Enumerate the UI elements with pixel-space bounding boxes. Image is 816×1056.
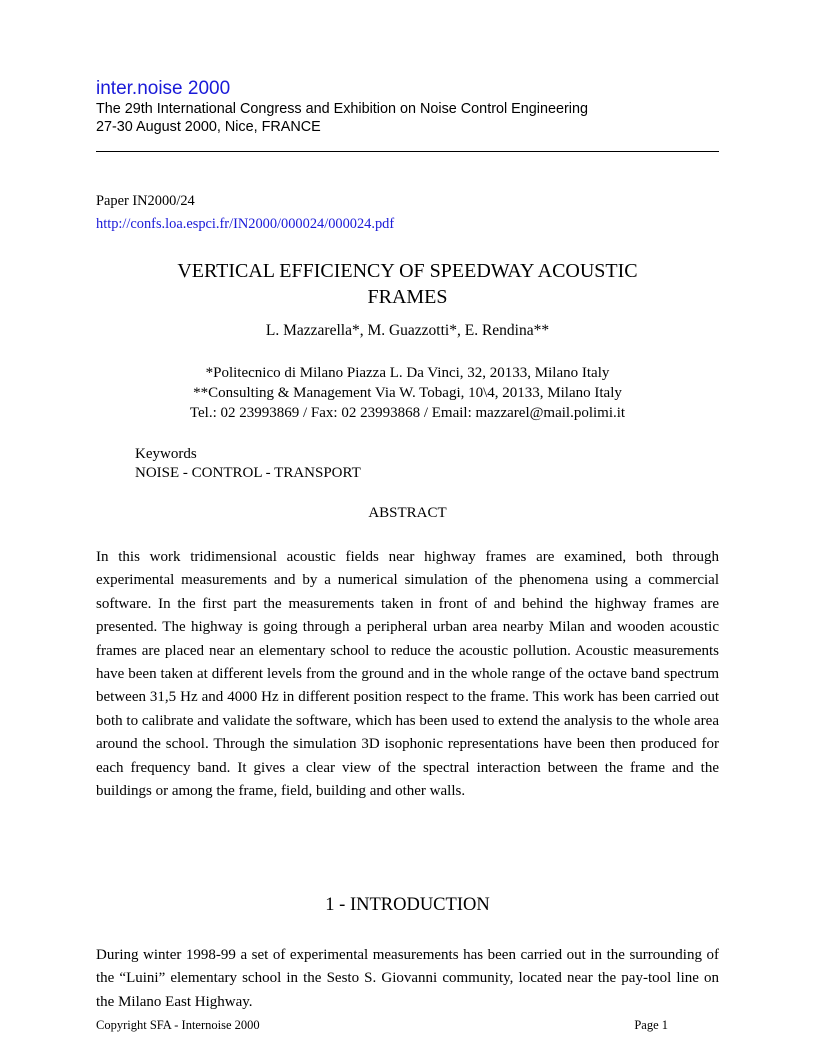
paper-authors: L. Mazzarella*, M. Guazzotti*, E. Rendina**: [265, 322, 550, 339]
section-heading-introduction: 1 - INTRODUCTION: [325, 895, 490, 915]
abstract-heading: ABSTRACT: [368, 505, 447, 521]
paper-url-link[interactable]: http://confs.loa.espci.fr/IN2000/000024/000024.pdf: [96, 216, 395, 232]
affiliation-line: *Politecnico di Milano Piazza L. Da Vinci, 32, 20133, Milano Italy: [205, 365, 610, 381]
keywords-heading: Keywords: [135, 446, 197, 462]
abstract-text: In this work tridimensional acoustic fields near highway frames are examined, both through experimental measurements and by a numerical simulation of the phenomena using a commercial software. In the first part the measurements taken in front of and behind the highway frames are presented. The highway is going through a peripheral urban area nearby Milan and wooden acoustic frames are placed near an elementary school to reduce the acoustic pollution. Acoustic measurements have been taken at different levels from the ground and in the whole range of the octave band spectrum between 31,5 Hz and 4000 Hz in different position respect to the frame. This work has been carried out both to calibrate and validate the software, which has been used to extend the analysis to the whole area around the school. Through the simulation 3D isophonic representations have been then produced for each frequency band. It gives a clear view of the spectral interaction between the frame and the buildings or among the frame, field, building and other walls.: [96, 549, 719, 800]
footer-page-number: Page 1: [634, 1018, 668, 1032]
conference-title: The 29th International Congress and Exhibition on Noise Control Engineering: [96, 101, 588, 117]
paper-title: [96, 258, 719, 310]
header-divider: [96, 151, 719, 152]
paper-title-line: VERTICAL EFFICIENCY OF SPEEDWAY ACOUSTIC: [177, 260, 638, 282]
paper-title-line: FRAMES: [367, 286, 448, 308]
footer-copyright: Copyright SFA - Internoise 2000: [96, 1018, 260, 1032]
conference-dates: 27-30 August 2000, Nice, FRANCE: [96, 119, 321, 135]
affiliation-line: **Consulting & Management Via W. Tobagi, 10\4, 20133, Milano Italy: [193, 385, 622, 401]
keywords-list: NOISE - CONTROL - TRANSPORT: [135, 465, 361, 481]
paper-id: Paper IN2000/24: [96, 193, 195, 209]
affiliations: [96, 363, 719, 423]
affiliation-line: Tel.: 02 23993869 / Fax: 02 23993868 / Email: mazzarel@mail.polimi.it: [189, 405, 626, 421]
conference-name: inter.noise 2000: [96, 78, 231, 99]
introduction-text: During winter 1998-99 a set of experimental measurements has been carried out in the surrounding of the “Luini” elementary school in the Sesto S. Giovanni community, located near the pay-tool line on the Milano East Highway.: [96, 947, 719, 1010]
